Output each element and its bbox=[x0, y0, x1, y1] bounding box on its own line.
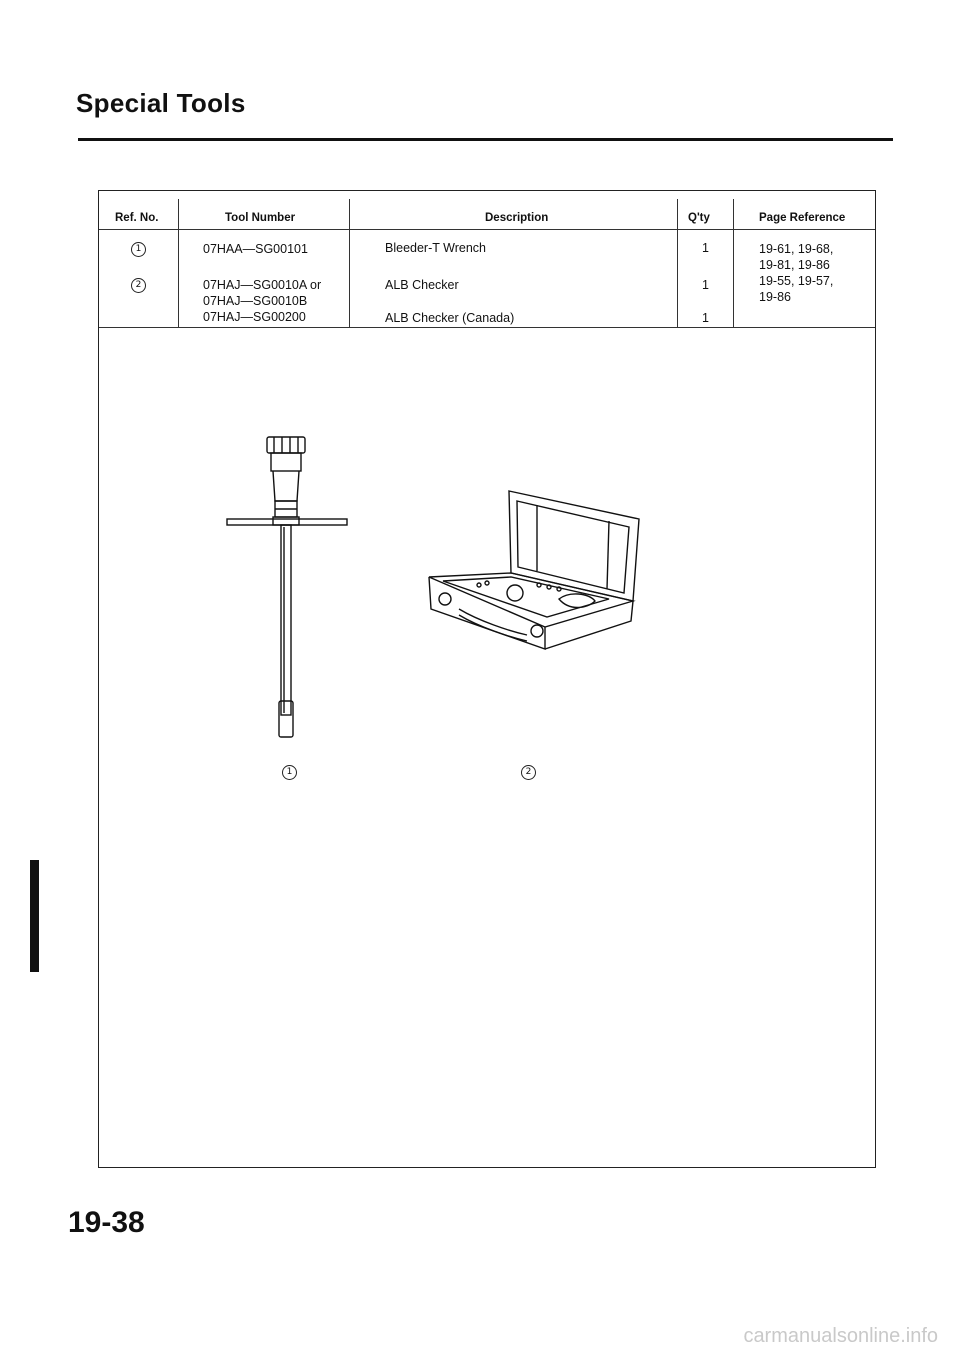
header-page-reference: Page Reference bbox=[759, 212, 846, 224]
tool-number-cell: 07HAA—SG00101 bbox=[203, 242, 308, 256]
page-number: 19-38 bbox=[68, 1206, 145, 1239]
wrench-callout: 1 bbox=[282, 765, 297, 780]
rows-rule bbox=[99, 327, 875, 328]
tool-number-cell: 07HAJ—SG00200 bbox=[203, 310, 306, 324]
col-sep-4 bbox=[733, 199, 734, 327]
col-sep-2 bbox=[349, 199, 350, 327]
col-sep-1 bbox=[178, 199, 179, 327]
col-sep-3 bbox=[677, 199, 678, 327]
description-cell: ALB Checker (Canada) bbox=[385, 311, 515, 325]
page-reference-line: 19-55, 19-57, bbox=[759, 274, 834, 288]
header-description: Description bbox=[485, 212, 549, 224]
header-tool-number: Tool Number bbox=[225, 212, 296, 224]
bleeder-t-wrench-illustration bbox=[219, 431, 359, 761]
page-title: Special Tools bbox=[76, 88, 246, 118]
description-cell: Bleeder-T Wrench bbox=[385, 241, 486, 255]
title-underline bbox=[78, 138, 893, 141]
qty-cell: 1 bbox=[702, 311, 709, 325]
section-marker-bar bbox=[30, 860, 39, 972]
header-ref-no: Ref. No. bbox=[115, 212, 159, 224]
tool-number-cell: 07HAJ—SG0010A or bbox=[203, 278, 322, 292]
qty-cell: 1 bbox=[702, 241, 709, 255]
page-reference-line: 19-61, 19-68, bbox=[759, 242, 834, 256]
qty-cell: 1 bbox=[702, 278, 709, 292]
description-cell: ALB Checker bbox=[385, 278, 459, 292]
page-reference-line: 19-86 bbox=[759, 290, 791, 304]
header-qty: Q'ty bbox=[688, 212, 710, 224]
ref-number-1: 1 bbox=[131, 242, 146, 257]
ref-number-2: 2 bbox=[131, 278, 146, 293]
watermark-text: carmanualsonline.info bbox=[743, 1325, 938, 1347]
special-tools-table bbox=[98, 190, 876, 1168]
checker-callout: 2 bbox=[521, 765, 536, 780]
header-rule bbox=[99, 229, 875, 230]
page-reference-line: 19-81, 19-86 bbox=[759, 258, 830, 272]
tool-number-cell: 07HAJ—SG0010B bbox=[203, 294, 308, 308]
alb-checker-illustration bbox=[419, 481, 649, 651]
